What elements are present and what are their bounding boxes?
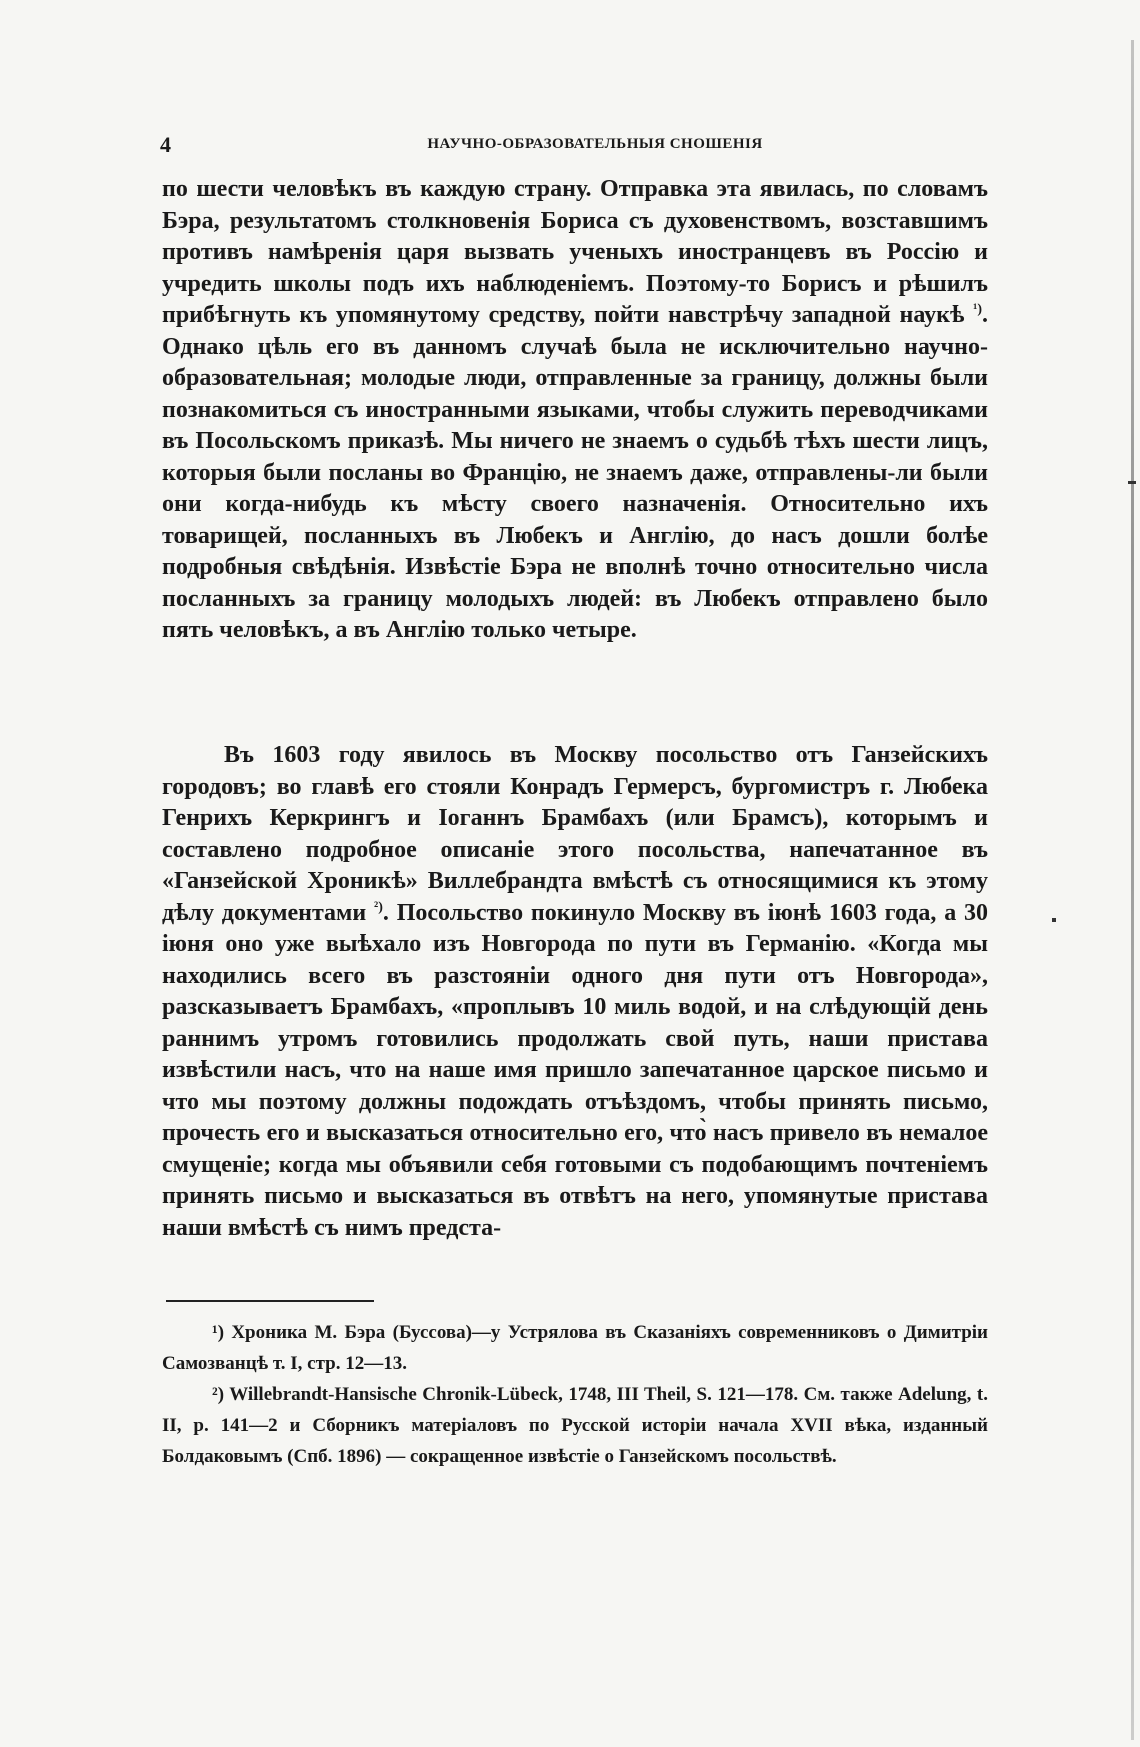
paragraph-1-text-a: по шести человѣкъ въ каждую страну. Отправка эта явилась, по словамъ Бэра, результатомъ столкновенія Бориса съ духовенствомъ, возставшимъ противъ намѣренія царя вызвать ученыхъ иностранцевъ въ Россію и учредить школы подъ ихъ наблюденіемъ. Поэтому-то Борисъ и рѣшилъ прибѣгнуть къ упомянутому средству, пойти навстрѣчу западной наукѣ — [162, 176, 988, 328]
running-title: НАУЧНО-ОБРАЗОВАТЕЛЬНЫЯ СНОШЕНІЯ — [427, 136, 763, 152]
paragraph-2 — [162, 740, 988, 1244]
paragraph-2-text-b: . Посольство покинуло Москву въ іюнѣ 1603 года, а 30 іюня оно уже выѣхало изъ Новгорода по пути въ Германію. «Когда мы находились всего въ разстояніи одного дня пути отъ Новгорода», разсказываетъ Брамбахъ, «проплывъ 10 миль водой, и на слѣдующій день раннимъ утромъ готовились продолжать свой путь, наши пристава извѣстили насъ, что на наше имя пришло запечатанное царское письмо и что мы поэтому должны подождать отъѣздомъ, чтобы принять письмо, прочесть его и высказаться относительно его, что̀ насъ привело въ немалое смущеніе; когда мы объявили себя готовыми съ подобающимъ почтеніемъ принять письмо и высказаться въ отвѣтъ на него, упомянутые пристава наши вмѣстѣ съ нимъ предста- — [162, 899, 989, 1241]
paragraph-1-text — [162, 174, 988, 647]
paragraph-1 — [162, 174, 988, 647]
paragraph-2-text-a: Въ 1603 году явилось въ Москву посольство отъ Ганзейскихъ городовъ; во главѣ его стояли Конрадъ Гермерсъ, бургомистръ г. Любека Генрихъ Керкрингъ и Іоганнъ Брамбахъ (или Брамсъ), которымъ и составлено подробное описаніе этого посольства, напечатанное въ «Ганзейской Хроникѣ» Виллебрандта вмѣстѣ съ относящимися къ этому дѣлу документами — [162, 742, 988, 926]
running-head — [160, 132, 990, 156]
footnote-rule — [166, 1300, 374, 1302]
page-number: 4 — [160, 132, 171, 157]
paragraph-2-text — [162, 740, 988, 1244]
page-edge-shadow — [1131, 40, 1134, 1740]
margin-mark — [1128, 481, 1136, 484]
footnote-1: ¹) Хроника М. Бэра (Буссова)—у Устрялова въ Сказаніяхъ современниковъ о Димитріи Самозванцѣ т. I, стр. 12—13. — [162, 1322, 988, 1374]
footnotes — [162, 1317, 988, 1472]
footnote-2: ²) Willebrandt-Hansische Chronik-Lübeck, 1748, III Theil, S. 121—178. См. также Adelung, t. II, p. 141—2 и Сборникъ матеріаловъ по Русской исторіи начала XVII вѣка, изданный Болдаковымъ (Спб. 1896) — сокращенное извѣстіе о Ганзейскомъ посольствѣ. — [162, 1384, 988, 1467]
margin-mark — [1052, 918, 1056, 922]
paragraph-1-text-b: . Однако цѣль его въ данномъ случаѣ была не исключительно научно-образовательная; молодые люди, отправленные за границу, должны были познакомиться съ иностранными языками, чтобы служить переводчиками въ Посольскомъ приказѣ. Мы ничего не знаемъ о судьбѣ тѣхъ шести лицъ, которыя были посланы во Францію, не знаемъ даже, отправлены-ли были они когда-нибудь къ мѣсту своего назначенія. Относительно ихъ товарищей, посланныхъ въ Любекъ и Англію, до насъ дошли болѣе подробныя свѣдѣнія. Извѣстіе Бэра не вполнѣ точно относительно числа посланныхъ за границу молодыхъ людей: въ Любекъ отправлено было пять человѣкъ, а въ Англію только четыре. — [162, 302, 988, 643]
footnote-ref-1: ¹) — [973, 302, 982, 317]
footnote-ref-2: ²) — [374, 899, 383, 915]
